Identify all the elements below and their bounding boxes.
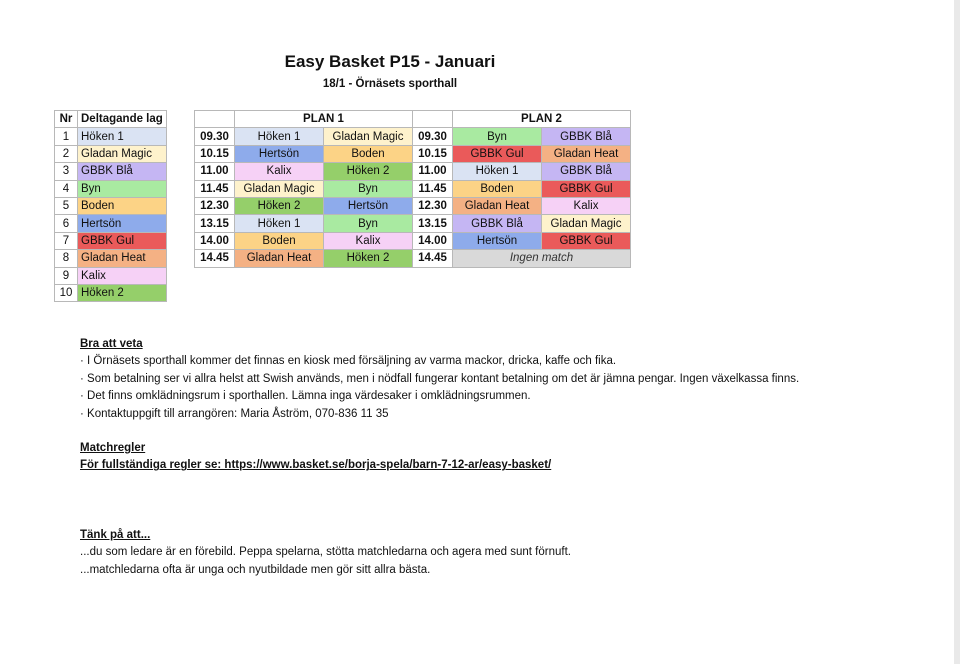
table-row: [195, 215, 631, 232]
plan1-home-team: Höken 2: [235, 197, 324, 214]
table-row: [195, 232, 631, 249]
plan1-time: 09.30: [195, 128, 235, 145]
plan2-away-team: GBBK Gul: [542, 180, 631, 197]
header-empty: [413, 111, 453, 128]
plan1-away-team: Byn: [324, 215, 413, 232]
plan1-home-team: Gladan Magic: [235, 180, 324, 197]
team-number: 9: [55, 267, 78, 284]
team-name: Hertsön: [78, 215, 167, 232]
plan2-home-team: Boden: [453, 180, 542, 197]
plan2-home-team: Gladan Heat: [453, 197, 542, 214]
table-row: [55, 267, 167, 284]
plan2-away-team: GBBK Gul: [542, 232, 631, 249]
table-row: [55, 284, 167, 301]
plan1-time: 13.15: [195, 215, 235, 232]
team-number: 4: [55, 180, 78, 197]
plan1-home-team: Höken 1: [235, 128, 324, 145]
team-number: 2: [55, 145, 78, 162]
table-row: [195, 250, 631, 267]
plan2-away-team: GBBK Blå: [542, 163, 631, 180]
table-row: [55, 128, 167, 145]
table-row: [195, 145, 631, 162]
plan1-time: 10.15: [195, 145, 235, 162]
plan2-away-team: Kalix: [542, 197, 631, 214]
plan2-home-team: Byn: [453, 128, 542, 145]
info-line: · Kontaktuppgift till arrangören: Maria Åström, 070-836 11 35: [80, 407, 389, 420]
plan1-away-team: Kalix: [324, 232, 413, 249]
plan1-header: PLAN 1: [235, 111, 413, 128]
team-name: Gladan Heat: [78, 250, 167, 267]
team-name: Kalix: [78, 267, 167, 284]
table-row: [55, 163, 167, 180]
rules-link[interactable]: För fullständiga regler se: https://www.basket.se/borja-spela/barn-7-12-ar/easy-basket/: [80, 459, 552, 472]
info-section: [80, 336, 799, 423]
schedule-table: [194, 110, 631, 268]
teams-table-header: [55, 111, 167, 128]
team-name: Höken 2: [78, 284, 167, 301]
plan1-away-team: Boden: [324, 145, 413, 162]
team-name: Gladan Magic: [78, 145, 167, 162]
plan2-time: 10.15: [413, 145, 453, 162]
plan1-home-team: Höken 1: [235, 215, 324, 232]
plan2-no-match: Ingen match: [453, 250, 631, 267]
table-row: [55, 215, 167, 232]
team-name: GBBK Gul: [78, 232, 167, 249]
info-line: · Det finns omklädningsrum i sporthallen. Lämna inga värdesaker i omklädningsrummen.: [80, 390, 531, 403]
rules-section: [80, 440, 551, 475]
team-number: 7: [55, 232, 78, 249]
table-row: [55, 250, 167, 267]
info-heading: Bra att veta: [80, 338, 143, 350]
plan1-away-team: Höken 2: [324, 250, 413, 267]
team-name: Boden: [78, 197, 167, 214]
table-row: [55, 197, 167, 214]
header-teams: Deltagande lag: [78, 111, 167, 128]
table-row: [195, 163, 631, 180]
info-line: · I Örnäsets sporthall kommer det finnas en kiosk med försäljning av varma mackor, dricka, kaffe och fika.: [80, 355, 617, 368]
table-row: [55, 145, 167, 162]
rules-heading: Matchregler: [80, 442, 146, 454]
think-line: ...matchledarna ofta är unga och nyutbildade men gör sitt allra bästa.: [80, 563, 431, 576]
schedule-header: [195, 111, 631, 128]
team-number: 1: [55, 128, 78, 145]
plan1-time: 11.00: [195, 163, 235, 180]
plan1-away-team: Gladan Magic: [324, 128, 413, 145]
plan1-time: 14.00: [195, 232, 235, 249]
table-row: [195, 128, 631, 145]
table-row: [55, 180, 167, 197]
team-number: 8: [55, 250, 78, 267]
info-line: · Som betalning ser vi allra helst att Swish används, men i nödfall fungerar kontant betalning om det är jämna pengar. Ingen växelkassa finns.: [80, 372, 800, 385]
table-row: [195, 180, 631, 197]
plan2-time: 14.00: [413, 232, 453, 249]
plan1-away-team: Hertsön: [324, 197, 413, 214]
header-nr: Nr: [55, 111, 78, 128]
plan1-home-team: Gladan Heat: [235, 250, 324, 267]
plan1-home-team: Kalix: [235, 163, 324, 180]
plan2-time: 09.30: [413, 128, 453, 145]
team-number: 6: [55, 215, 78, 232]
plan2-header: PLAN 2: [453, 111, 631, 128]
think-line: ...du som ledare är en förebild. Peppa spelarna, stötta matchledarna och agera med sunt förnuft.: [80, 546, 571, 559]
plan2-time: 12.30: [413, 197, 453, 214]
team-number: 3: [55, 163, 78, 180]
plan1-time: 12.30: [195, 197, 235, 214]
plan2-home-team: GBBK Gul: [453, 145, 542, 162]
header-empty: [195, 111, 235, 128]
plan2-home-team: Höken 1: [453, 163, 542, 180]
plan1-away-team: Höken 2: [324, 163, 413, 180]
plan2-time: 11.00: [413, 163, 453, 180]
plan1-away-team: Byn: [324, 180, 413, 197]
document-title: Easy Basket P15 - Januari: [284, 52, 496, 71]
plan2-time: 11.45: [413, 180, 453, 197]
team-name: Höken 1: [78, 128, 167, 145]
page-edge: [954, 0, 960, 664]
team-name: Byn: [78, 180, 167, 197]
plan2-time: 13.15: [413, 215, 453, 232]
plan2-away-team: Gladan Magic: [542, 215, 631, 232]
team-name: GBBK Blå: [78, 163, 167, 180]
table-row: [195, 197, 631, 214]
plan2-away-team: Gladan Heat: [542, 145, 631, 162]
plan1-home-team: Hertsön: [235, 145, 324, 162]
plan1-home-team: Boden: [235, 232, 324, 249]
teams-table: [54, 110, 167, 302]
plan2-home-team: Hertsön: [453, 232, 542, 249]
table-row: [55, 232, 167, 249]
team-number: 10: [55, 284, 78, 301]
think-section: [80, 527, 571, 579]
plan1-time: 14.45: [195, 250, 235, 267]
think-heading: Tänk på att...: [80, 529, 151, 541]
plan2-away-team: GBBK Blå: [542, 128, 631, 145]
plan1-time: 11.45: [195, 180, 235, 197]
plan2-time: 14.45: [413, 250, 453, 267]
document-subtitle: 18/1 - Örnäsets sporthall: [322, 78, 458, 90]
plan2-home-team: GBBK Blå: [453, 215, 542, 232]
team-number: 5: [55, 197, 78, 214]
